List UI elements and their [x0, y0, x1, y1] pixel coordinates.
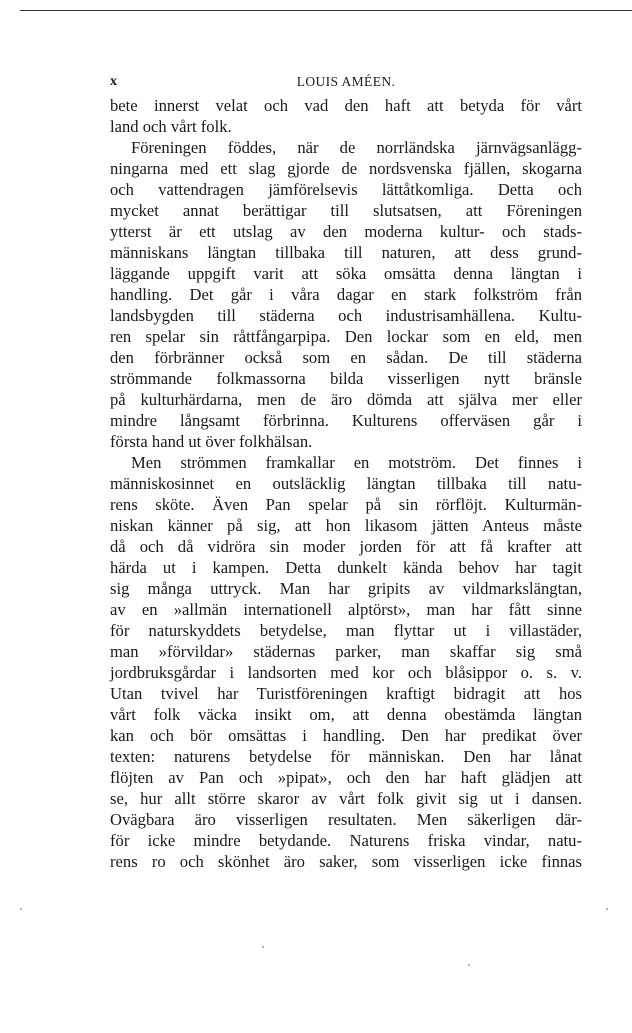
page-number: x — [110, 74, 118, 89]
text-line: man »förvildar» städernas parker, man skaffar sig små — [110, 642, 582, 661]
text-line: Föreningen föddes, när de norrländska järnvägsanlägg- — [131, 138, 582, 157]
text-line: vårt folk väcka insikt om, att denna obestämda längtan — [110, 705, 582, 724]
text-line: kan och bör omsättas i handling. Den har predikat över — [110, 726, 582, 745]
text-line: den förbränner också som en sådan. De till städerna — [110, 348, 582, 367]
text-line: se, hur allt större skaror av vårt folk givit sig ut i dansen. — [110, 789, 582, 808]
text-line: mycket annat berättigar till slutsatsen, att Föreningen — [110, 201, 582, 220]
text-line: ytterst är ett utslag av den moderna kultur- och stads- — [110, 222, 582, 241]
text-line: av en »allmän internationell alptörst», man har fått sinne — [110, 600, 582, 619]
paper-speck — [20, 908, 22, 910]
text-line: rens ro och skönhet äro saker, som visserligen icke finnas — [110, 852, 582, 871]
text-line: bete innerst velat och vad den haft att betyda för vårt — [110, 96, 582, 115]
text-line: människosinnet en outsläcklig längtan tillbaka till natu- — [110, 474, 582, 493]
text-line: strömmande folkmassorna bilda visserligen nytt bränsle — [110, 369, 582, 388]
page-header — [110, 74, 582, 94]
text-line: för naturskyddets betydelse, man flyttar ut i villastäder, — [110, 621, 582, 640]
text-line: läggande uppgift varit att söka omsätta denna längtan i — [110, 264, 582, 283]
text-line: flöjten av Pan och »pipat», och den har haft glädjen att — [110, 768, 582, 787]
text-line: Men strömmen framkallar en motström. Det finnes i — [131, 453, 582, 472]
text-line: niskan känner på sig, att hon likasom jätten Anteus måste — [110, 516, 582, 535]
text-line: och vattendragen jämförelsevis lättåtkomliga. Detta och — [110, 180, 582, 199]
text-line: för icke mindre betydande. Naturens friska vindar, natu- — [110, 831, 582, 850]
text-line: härda ut i kampen. Detta dunkelt kända behov har tagit — [110, 558, 582, 577]
running-head: LOUIS AMÉEN. — [296, 74, 396, 89]
text-line: texten: naturens betydelse för människan. Den har lånat — [110, 747, 582, 766]
text-line: handling. Det går i våra dagar en stark folkström från — [110, 285, 582, 304]
paper-speck — [468, 964, 470, 966]
paper-speck — [262, 946, 264, 948]
text-line: Ovägbara äro visserligen resultaten. Men säkerligen där- — [110, 810, 582, 829]
text-line: människans längtan tillbaka till naturen, att dess grund- — [110, 243, 582, 262]
paper-speck — [606, 908, 608, 910]
text-line: mindre långsamt förbrinna. Kulturens offerväsen går i — [110, 411, 582, 430]
text-line: på kulturhärdarna, men de äro dömda att själva mer eller — [110, 390, 582, 409]
text-line: ren spelar sin råttfångarpipa. Den lockar som en eld, men — [110, 327, 582, 346]
text-line: land och vårt folk. — [110, 117, 232, 136]
text-line: sig många uttryck. Man har gripits av vildmarkslängtan, — [110, 579, 582, 598]
top-rule — [20, 10, 632, 11]
text-line: Utan tvivel har Turistföreningen kraftigt bidragit att hos — [110, 684, 582, 703]
text-line: landsbygden till städerna och industrisamhällena. Kultu- — [110, 306, 582, 325]
text-line: då och då vidröra sin moder jorden för att få krafter att — [110, 537, 582, 556]
body-text — [110, 95, 582, 872]
text-line: rens sköte. Även Pan spelar på sin rörflöjt. Kulturmän- — [110, 495, 582, 514]
text-line: första hand ut över folkhälsan. — [110, 432, 313, 451]
text-line: ningarna med ett slag gjorde de nordsvenska fjällen, skogarna — [110, 159, 582, 178]
text-line: jordbruksgårdar i landsorten med kor och blåsippor o. s. v. — [110, 663, 582, 682]
